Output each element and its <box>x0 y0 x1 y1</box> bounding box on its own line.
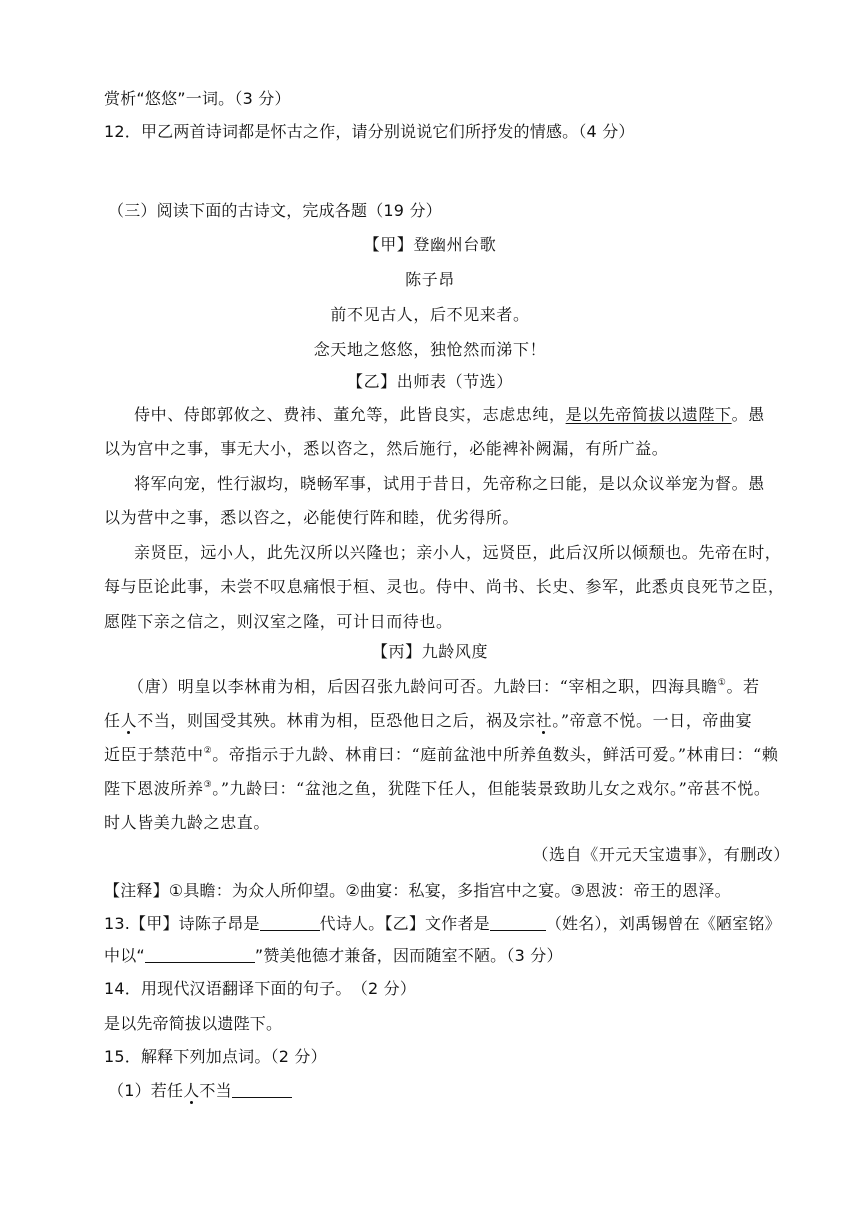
yi-paragraph-3-line-3: 愿陛下亲之信之，则汉室之隆，可计日而待也。 <box>104 612 453 631</box>
underlined-sentence: 是以先帝简拔以遗陛下 <box>565 405 732 424</box>
yi-paragraph-1-line-2: 以为宫中之事，事无大小，悉以咨之，然后施行，必能裨补阙漏，有所广益。 <box>104 439 669 458</box>
footnote-mark: ① <box>717 678 727 688</box>
q11-tail: 赏析“悠悠”一词。（3 分） <box>104 89 291 108</box>
poem-author: 陈子昂 <box>405 270 455 289</box>
bing-line-1: （唐）明皇以李林甫为相，后因召张九龄问可否。九龄曰：“宰相之职，四海具瞻①。若 <box>128 677 760 696</box>
question-13-line-2: 中以“ ”赞美他德才兼备，因而随室不陋。（3 分） <box>104 946 563 965</box>
question-15: 15．解释下列加点词。（2 分） <box>104 1047 327 1066</box>
footnote-mark: ② <box>203 746 213 756</box>
section-title: （三）阅读下面的古诗文，完成各题（19 分） <box>108 201 442 220</box>
bing-title: 【丙】九龄风度 <box>371 642 489 661</box>
bing-line-3: 近臣于禁范中②。帝指示于九龄、林甫曰：“庭前盆池中所养鱼数头，鲜活可爱。”林甫曰：“赖 <box>104 745 779 764</box>
answer-blank[interactable] <box>260 912 320 931</box>
answer-blank[interactable] <box>232 1079 292 1098</box>
poem-line-2: 念天地之悠悠，独怆然而涕下！ <box>313 340 547 359</box>
yi-title: 【乙】出师表（节选） <box>346 372 513 391</box>
question-15-item-1: （1）若任人不当 <box>108 1078 820 1104</box>
question-13-line-1: 13.【甲】诗陈子昂是 代诗人。【乙】文作者是 （姓名），刘禹锡曾在《陋室铭》 <box>104 914 781 933</box>
dotted-char: 人 <box>183 1081 200 1100</box>
footnote-mark: ③ <box>203 780 213 790</box>
question-12: 12．甲乙两首诗词都是怀古之作，请分别说说它们所抒发的情感。（4 分） <box>104 122 635 141</box>
annotations: 【注释】①具瞻：为众人所仰望。②曲宴：私宴，多指宫中之宴。③恩波：帝王的恩泽。 <box>104 881 731 900</box>
source-note: （选自《开元天宝遗事》，有删改） <box>532 845 790 864</box>
poem-line-1: 前不见古人，后不见来者。 <box>330 305 530 324</box>
answer-blank[interactable] <box>490 912 546 931</box>
yi-paragraph-2-line-1: 将军向宠，性行淑均，晓畅军事，试用于昔日，先帝称之曰能，是以众议举宠为督。愚 <box>134 474 765 493</box>
yi-paragraph-3-line-2: 每与臣论此事，未尝不叹息痛恨于桓、灵也。侍中、尚书、长史、参军，此悉贞良死节之臣， <box>104 577 785 596</box>
yi-paragraph-1-line-1: 侍中、侍郎郭攸之、费祎、董允等，此皆良实，志虑忠纯，是以先帝简拔以遗陛下。愚 <box>134 405 765 424</box>
dotted-char: 人 <box>120 711 138 730</box>
bing-line-5: 时人皆美九龄之忠直。 <box>104 813 271 832</box>
answer-blank[interactable] <box>145 944 255 963</box>
question-14: 14．用现代汉语翻译下面的句子。 （2 分） <box>104 979 417 998</box>
bing-line-2: 任人不当，则国受其殃。林甫为相，臣恐他日之后，祸及宗社。”帝意不悦。一日，帝曲宴 <box>104 711 753 730</box>
poem-title: 【甲】登幽州台歌 <box>363 235 497 254</box>
yi-paragraph-3-line-1: 亲贤臣，远小人，此先汉所以兴隆也；亲小人，远贤臣，此后汉所以倾颓也。先帝在时， <box>134 543 782 562</box>
yi-paragraph-2-line-2: 以为营中之事，悉以咨之，必能使行阵和睦，优劣得所。 <box>104 508 520 527</box>
dotted-char: 社 <box>535 711 553 730</box>
bing-line-4: 陛下恩波所养③。”九龄曰：“盆池之鱼，犹陛下任人，但能装景致助儿女之戏尔。”帝甚不悦。 <box>104 779 771 798</box>
question-14-sentence: 是以先帝简拔以遗陛下。 <box>104 1014 283 1033</box>
